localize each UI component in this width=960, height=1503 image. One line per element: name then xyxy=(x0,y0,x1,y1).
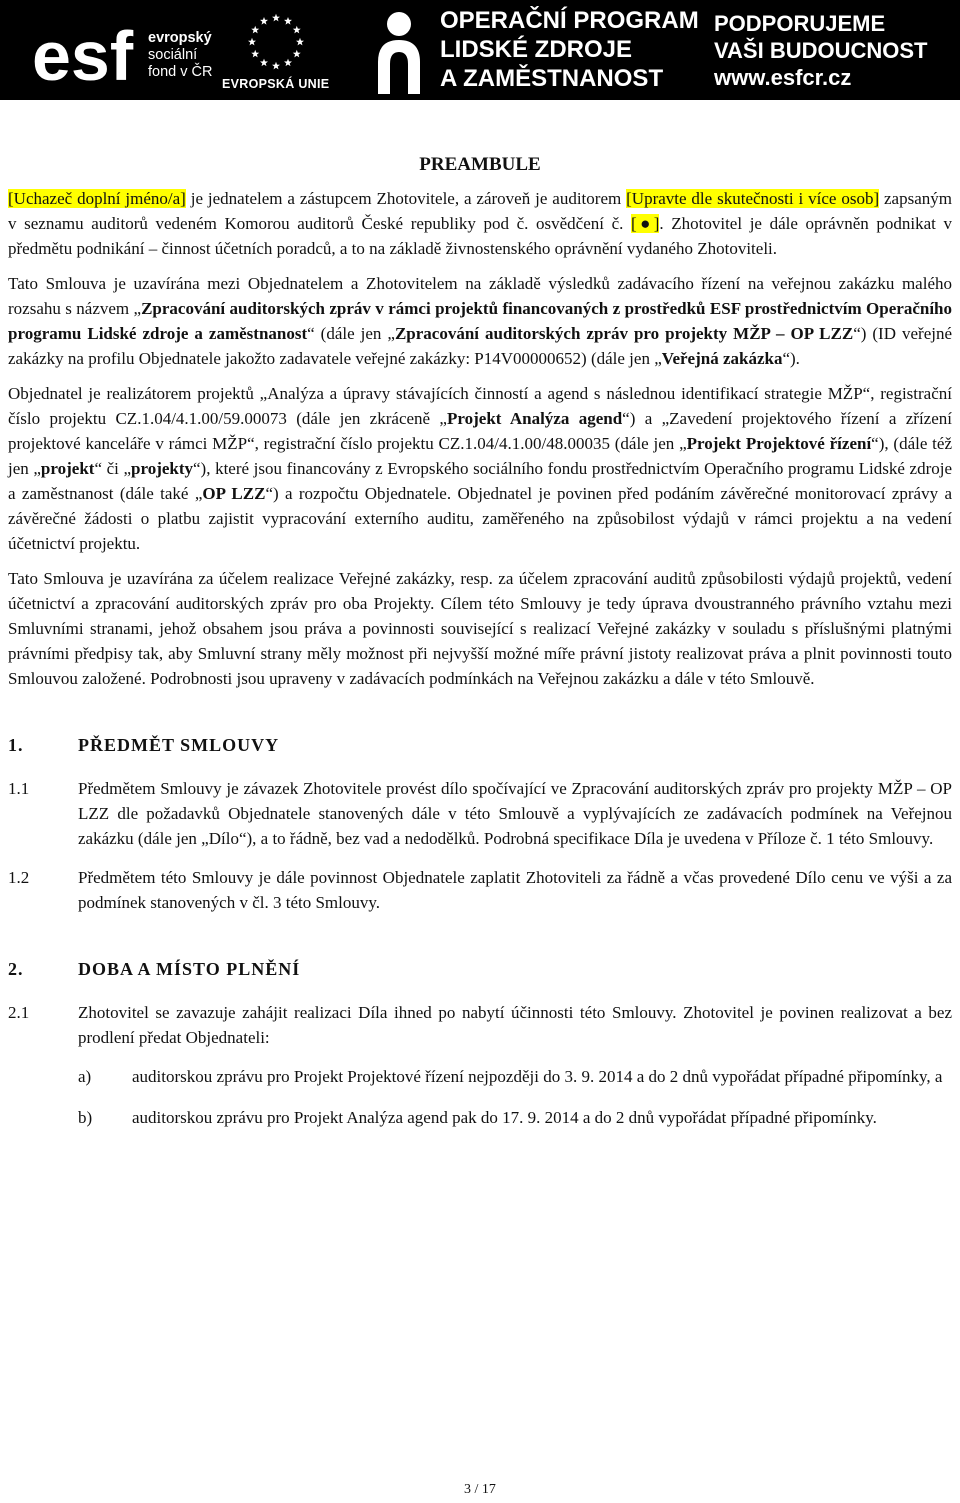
list-item-b: b) auditorskou zprávu pro Projekt Analýza agend pak do 17. 9. 2014 a do 2 dnů vypořádat případné připomínky. xyxy=(78,1108,877,1127)
placeholder-auditors: [Upravte dle skutečnosti i více osob] xyxy=(626,189,880,208)
svg-text:esf: esf xyxy=(32,17,134,92)
preamble-paragraph-3: Objednatel je realizátorem projektů „Analýza a úpravy stávajících činností a agend s následnou identifikací strategie MŽP“, registrační číslo projektu CZ.1.04/4.1.00/59.00073 (dále jen zkráceně „Projekt Analýza agend“) a „Zavedení projektového řízení a zřízení projektové kanceláře v rámci MŽP“, registrační číslo projektu CZ.1.04/4.1.00/48.00035 (dále jen „Projekt Projektové řízení“), (dále též jen „projekt“ či „projekty“), které jsou financovány z Evropského sociálního fondu prostřednictvím Operačního programu Lidské zdroje a zaměstnanost (dále také „OP LZZ“) a rozpočtu Objednatele. Objednatel je povinen před podáním závěrečné monitorovací zprávy a závěrečné žádosti o platbu zajistit vypracování externího auditu, zaměřeného na způsobilost výdajů v rámci projektu a na vedení účetnictví projektu. xyxy=(8,384,953,553)
support-slogan: PODPORUJEME VAŠI BUDOUCNOST www.esfcr.cz xyxy=(714,11,928,90)
website-link[interactable]: www.esfcr.cz xyxy=(714,65,852,90)
eu-label: EVROPSKÁ UNIE xyxy=(222,77,330,91)
page-number: 3 / 17 xyxy=(464,1482,496,1497)
op-program-title: OPERAČNÍ PROGRAM LIDSKÉ ZDROJE A ZAMĚSTNANOST xyxy=(440,7,699,92)
preamble-heading: PREAMBULE xyxy=(419,154,541,175)
op-lzz-icon xyxy=(368,6,430,94)
clause-1-2: 1.2 Předmětem této Smlouvy je dále povinnost Objednatele zaplatit Zhotoviteli za řádně a včas provedené Dílo cenu ve výši a za podmínek stanovených v čl. 3 této Smlouvy. xyxy=(8,868,952,912)
section-heading-2: 2. DOBA A MÍSTO PLNĚNÍ xyxy=(8,959,301,979)
clause-2-1: 2.1 Zhotovitel se zavazuje zahájit realizaci Díla ihned po nabytí účinnosti této Smlouvy. Zhotovitel je povinen realizovat a bez prodlení předat Objednateli: xyxy=(8,1003,952,1047)
preamble-paragraph-4: Tato Smlouva je uzavírána za účelem realizace Veřejné zakázky, resp. za účelem zpracování auditů způsobilosti výdajů projektů, vedení účetnictví a zpracování auditorských zpráv pro oba Projekty. Cílem této Smlouvy je tedy úprava dvoustranného právního vztahu mezi Smluvními stranami, jehož obsahem jsou práva a povinnosti související s realizací Veřejné zakázky v souladu s příslušnými platnými právními předpisy tak, aby Smluvní strany měly možnost při nejvyšší možné míře právní jistoty realizovat práva a plnit povinnosti touto Smlouvou založené. Podrobnosti jsou upraveny v zadávacích podmínkách na Veřejnou zakázku a dále v této Smlouvě. xyxy=(8,569,952,688)
list-item-a: a) auditorskou zprávu pro Projekt Projektové řízení nejpozději do 3. 9. 2014 a do 2 dnů vypořádat případné připomínky, a xyxy=(78,1067,943,1086)
placeholder-contractor-name: [Uchazeč doplní jméno/a] xyxy=(8,189,186,208)
esf-caption: evropský sociální fond v ČR xyxy=(148,30,213,80)
esf-logo xyxy=(28,8,140,92)
document-body xyxy=(8,150,952,1146)
preamble-paragraph-2: Tato Smlouva je uzavírána mezi Objednatelem a Zhotovitelem na základě výsledků zadávacího řízení na veřejnou zakázku malého rozsahu s názvem „Zpracování auditorských zpráv v rámci projektů financovaných z prostředků ESF prostřednictvím Operačního programu Lidské zdroje a zaměstnanost“ (dále jen „Zpracování auditorských zpráv pro projekty MŽP – OP LZZ“) (ID veřejné zakázky na profilu Objednatele jakožto zadavatele veřejné zakázky: P14V00000652) (dále jen „Veřejná zakázka“). xyxy=(8,274,953,368)
preamble-paragraph-1: [Uchazeč doplní jméno/a] je jednatelem a zástupcem Zhotovitele, a zároveň je auditorem [Upravte dle skutečnosti i více osob] zapsaným v seznamu auditorů vedeném Komorou auditorů České republiky pod č. osvědčení č. [●]. Zhotovitel je dále oprávněn podnikat v předmětu podnikání – činnost účetních poradců, a to na základě živnostenského oprávnění vydaného Zhotoviteli. xyxy=(8,189,952,258)
section-heading-1: 1. PŘEDMĚT SMLOUVY xyxy=(8,735,280,755)
clause-1-1: 1.1 Předmětem Smlouvy je závazek Zhotovitele provést dílo spočívající ve Zpracování auditorských zpráv pro projekty MŽP – OP LZZ dle požadavků Objednatele stanovených dále v této Smlouvě a vyplývajících ze zadávacích podmínek na Veřejnou zakázku (dále jen „Dílo“), a to řádně, bez vad a nedodělků. Podrobná specifikace Díla je uvedena v Příloze č. 1 této Smlouvy. xyxy=(8,779,952,848)
header-banner xyxy=(0,0,960,100)
placeholder-certificate-number: [●] xyxy=(631,214,660,233)
eu-flag-icon xyxy=(226,8,326,76)
